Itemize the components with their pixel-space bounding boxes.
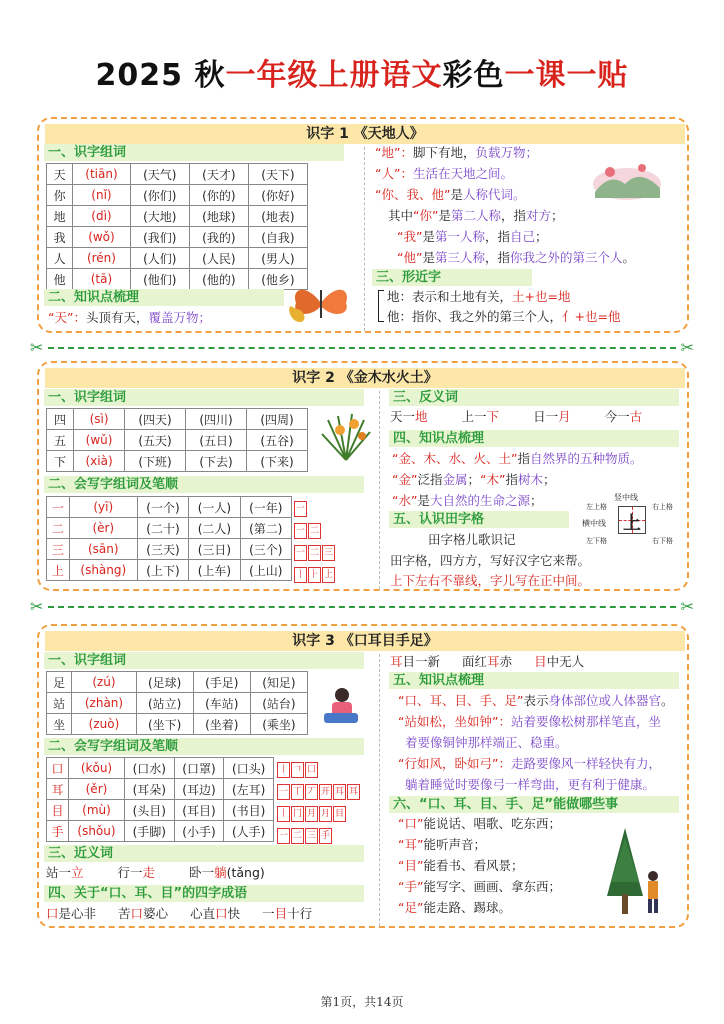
table-row [47, 269, 308, 290]
table-row [47, 714, 308, 735]
pinyin-cell: (yī) [69, 497, 137, 518]
stroke-step: 一 [294, 545, 307, 561]
stroke-order-row [294, 540, 362, 562]
table-row [47, 821, 274, 842]
char-cell: 你 [47, 185, 73, 206]
word-cell: (二人) [189, 518, 240, 539]
pinyin-cell: (mù) [69, 800, 125, 821]
list-item: “耳”能听声音； [398, 837, 486, 852]
page-title: 2025 秋一年级上册语文彩色一课一贴 [95, 58, 629, 93]
stroke-order-row [294, 518, 362, 540]
word-cell: (五天) [125, 430, 186, 451]
tianzige-diagram: 上 竖中线 横中线 左上格 右上格 左下格 右下格 [582, 493, 673, 545]
knowledge-line: “水”是大自然的生命之源； [392, 493, 543, 508]
scissors-icon: ✂ [680, 338, 694, 357]
section-heading: 四、知识点梳理 [389, 430, 679, 447]
section-heading: 一、识字组词 [44, 652, 364, 669]
word-pair: 日一月 [533, 409, 571, 424]
word-cell: (你好) [248, 185, 307, 206]
pinyin-cell: (zú) [72, 672, 136, 693]
char-cell: 上 [47, 560, 70, 581]
table-row [47, 497, 292, 518]
section-heading: 一、识字组词 [44, 389, 364, 406]
section-heading: 二、会写字组词及笔顺 [44, 738, 364, 755]
word-cell: (足球) [136, 672, 193, 693]
idiom: 口是心非 [46, 906, 97, 921]
section-heading: 二、知识点梳理 [44, 289, 284, 306]
stroke-order-column [294, 496, 362, 584]
writing-table [46, 757, 274, 842]
word-cell: (五谷) [247, 430, 308, 451]
pinyin-cell: (zuò) [72, 714, 136, 735]
lesson2-header: 识字 2 《金木水火土》 [45, 368, 685, 388]
section-heading: 五、知识点梳理 [389, 672, 679, 689]
pinyin-cell: (ěr) [69, 779, 125, 800]
word-cell: (口水) [124, 758, 174, 779]
ability-list [398, 816, 608, 921]
word-cell: (三日) [189, 539, 240, 560]
word-cell: (头目) [124, 800, 174, 821]
stroke-step: 丨 [294, 567, 307, 583]
word-cell: (他们) [130, 269, 189, 290]
word-table [46, 163, 308, 290]
table-row [47, 779, 274, 800]
word-pair: 今一古 [604, 409, 643, 424]
knowledge-line: 其中“你”是第二人称，指对方； [388, 208, 564, 223]
section-heading: 三、近义词 [44, 845, 364, 862]
word-cell: (他的) [189, 269, 248, 290]
word-pair: 行一走 [117, 865, 156, 880]
synonym-row [46, 865, 366, 881]
char-cell: 地 [47, 206, 73, 227]
section-heading: 三、形近字 [372, 269, 532, 286]
idiom: 目中无人 [534, 654, 585, 669]
word-cell: (站立) [136, 693, 193, 714]
pinyin-cell: (zhàn) [72, 693, 136, 714]
word-cell: (四天) [125, 409, 186, 430]
word-cell: (一人) [189, 497, 240, 518]
word-cell: (四川) [186, 409, 247, 430]
knowledge-line: “他”是第三人称，指你我之外的第三个人。 [397, 250, 636, 265]
lesson3-header: 识字 3 《口耳目手足》 [45, 631, 685, 651]
word-cell: (自我) [248, 227, 307, 248]
pinyin-cell: (èr) [69, 518, 137, 539]
word-cell: (人民) [189, 248, 248, 269]
bracket [378, 290, 384, 322]
section-heading: 一、识字组词 [44, 144, 344, 161]
char-cell: 二 [47, 518, 70, 539]
table-row [47, 451, 308, 472]
section-heading: 六、“口、耳、目、手、足”能做哪些事 [389, 796, 679, 813]
tree-and-boy-icon [603, 826, 667, 918]
idiom: 心直口快 [190, 906, 241, 921]
stroke-step: ⺊ [308, 567, 321, 583]
idiom-row [390, 654, 680, 670]
word-cell: (你们) [130, 185, 189, 206]
pinyin-cell: (rén) [73, 248, 131, 269]
word-cell: (坐着) [193, 714, 250, 735]
child-reading-icon [318, 685, 364, 727]
word-cell: (下班) [125, 451, 186, 472]
char-cell: 下 [47, 451, 74, 472]
knowledge-line: 躺着睡觉时要像弓一样弯曲，更有利于健康。 [405, 777, 656, 792]
word-cell: (大地) [130, 206, 189, 227]
char-cell: 目 [47, 800, 69, 821]
stroke-step: 二 [291, 828, 304, 844]
table-row [47, 800, 274, 821]
char-cell: 手 [47, 821, 69, 842]
word-cell: (车站) [193, 693, 250, 714]
cut-line [30, 597, 694, 616]
word-cell: (站台) [250, 693, 307, 714]
word-table [46, 408, 308, 472]
lesson1-header: 识字 1 《天地人》 [45, 124, 685, 144]
word-cell: (耳朵) [124, 779, 174, 800]
word-cell: (知足) [250, 672, 307, 693]
idiom-row [46, 906, 366, 922]
stroke-order-row [277, 757, 377, 779]
pinyin-cell: (nǐ) [73, 185, 131, 206]
stroke-order-row [294, 562, 362, 584]
idiom: 耳目一新 [390, 654, 441, 669]
stroke-step: 二 [308, 545, 321, 561]
pinyin-cell: (dì) [73, 206, 131, 227]
section-heading: 五、认识田字格 [389, 511, 569, 528]
stroke-step: 一 [294, 523, 307, 539]
idiom: 一目十行 [262, 906, 313, 921]
stroke-step: 一 [294, 501, 307, 517]
word-cell: (地表) [248, 206, 307, 227]
word-cell: (我的) [189, 227, 248, 248]
knowledge-line: “天”：头顶有天，覆盖万物； [48, 310, 211, 325]
stroke-step: 手 [319, 828, 332, 844]
char-cell: 一 [47, 497, 70, 518]
knowledge-line: “站如松，坐如钟”：站着要像松树那样笔直，坐 [398, 714, 661, 729]
antonym-row [390, 409, 680, 425]
section-heading: 二、会写字组词及笔顺 [44, 476, 364, 493]
word-cell: (上山) [240, 560, 291, 581]
word-cell: (三个) [240, 539, 291, 560]
pinyin-cell: (sì) [74, 409, 125, 430]
word-cell: (天才) [189, 164, 248, 185]
word-cell: (小手) [174, 821, 224, 842]
stroke-step: 二 [308, 523, 321, 539]
char-cell: 天 [47, 164, 73, 185]
table-row [47, 248, 308, 269]
rhyme-line: 上下左右不靠线，字儿写在正中间。 [390, 573, 591, 588]
stroke-step: 目 [333, 806, 346, 822]
word-cell: (四周) [247, 409, 308, 430]
stroke-step: 耳 [347, 784, 360, 800]
word-cell: (五日) [186, 430, 247, 451]
list-item: “手”能写字、画画、拿东西； [398, 879, 561, 894]
word-cell: (坐下) [136, 714, 193, 735]
stroke-step: 丅 [291, 784, 304, 800]
pinyin-cell: (tiān) [73, 164, 131, 185]
shape-word-line: 地：表示和土地有关，土+也=地 [387, 289, 571, 304]
word-cell: (第二) [240, 518, 291, 539]
pinyin-cell: (wǔ) [74, 430, 125, 451]
stroke-step: 丨 [277, 762, 290, 778]
knowledge-line: “地”：脚下有地，负载万物； [375, 145, 538, 160]
word-cell: (手脚) [124, 821, 174, 842]
pinyin-cell: (kǒu) [69, 758, 125, 779]
scissors-icon: ✂ [30, 338, 44, 357]
writing-table [46, 496, 292, 581]
word-cell: (天气) [130, 164, 189, 185]
stroke-step: 一 [277, 828, 290, 844]
knowledge-line: “你、我、他”是人称代词。 [375, 187, 526, 202]
word-cell: (三天) [137, 539, 188, 560]
butterfly-icon [286, 278, 356, 326]
knowledge-line: “金、木、水、火、土”指自然界的五种物质。 [392, 451, 643, 466]
stroke-order-column [277, 757, 377, 845]
stroke-step: 三 [322, 545, 335, 561]
stroke-order-row [277, 801, 377, 823]
char-cell: 坐 [47, 714, 72, 735]
landscape-icon [590, 158, 664, 202]
knowledge-line: “口、耳、目、手、足”表示身体部位或人体器官。 [398, 693, 674, 708]
table-row [47, 227, 308, 248]
stroke-step: 三 [305, 828, 318, 844]
char-cell: 四 [47, 409, 74, 430]
char-cell: 他 [47, 269, 73, 290]
section-heading: 三、反义词 [389, 389, 679, 406]
scissors-icon: ✂ [680, 597, 694, 616]
idiom: 苦口婆心 [118, 906, 169, 921]
word-cell: (一年) [240, 497, 291, 518]
word-cell: (二十) [137, 518, 188, 539]
word-pair: 卧一躺(tǎng) [189, 865, 265, 880]
word-pair: 站一立 [46, 865, 84, 880]
list-item: “口”能说话、唱歌、吃东西； [398, 816, 561, 831]
pinyin-cell: (sān) [69, 539, 137, 560]
table-row [47, 560, 292, 581]
plant-icon [318, 410, 374, 464]
stroke-step: 冂 [291, 806, 304, 822]
knowledge-line: 着要像铜钟那样端正、稳重。 [405, 735, 568, 750]
word-cell: (口罩) [174, 758, 224, 779]
stroke-step: 一 [277, 784, 290, 800]
idiom: 面红耳赤 [462, 654, 513, 669]
stroke-step: 开 [319, 784, 332, 800]
word-cell: (手足) [193, 672, 250, 693]
char-cell: 耳 [47, 779, 69, 800]
char-cell: 站 [47, 693, 72, 714]
pinyin-cell: (tā) [73, 269, 131, 290]
cut-line [30, 338, 694, 357]
word-cell: (天下) [248, 164, 307, 185]
char-cell: 口 [47, 758, 69, 779]
table-row [47, 758, 274, 779]
word-cell: (一个) [137, 497, 188, 518]
table-row [47, 693, 308, 714]
table-row [47, 539, 292, 560]
char-cell: 五 [47, 430, 74, 451]
stroke-step: 月 [319, 806, 332, 822]
rhyme-title: 田字格儿歌识记 [428, 532, 516, 547]
knowledge-line: “人”：生活在天地之间。 [375, 166, 513, 181]
stroke-step: 𠃍 [291, 762, 304, 778]
word-cell: (你的) [189, 185, 248, 206]
table-row [47, 185, 308, 206]
word-pair: 上一下 [461, 409, 500, 424]
char-cell: 人 [47, 248, 73, 269]
pinyin-cell: (wǒ) [73, 227, 131, 248]
stroke-step: 口 [305, 762, 318, 778]
char-cell: 我 [47, 227, 73, 248]
word-cell: (左耳) [224, 779, 274, 800]
shape-word-line: 他：指你、我之外的第三个人，亻+也=他 [387, 309, 621, 324]
table-row [47, 672, 308, 693]
stroke-step: 丨 [277, 806, 290, 822]
stroke-order-row [277, 779, 377, 801]
section-heading: 四、关于“口、耳、目”的四字成语 [44, 885, 364, 902]
word-table [46, 671, 308, 735]
pinyin-cell: (shàng) [69, 560, 137, 581]
word-cell: (男人) [248, 248, 307, 269]
word-cell: (地球) [189, 206, 248, 227]
pinyin-cell: (shǒu) [69, 821, 125, 842]
stroke-step: 耳 [333, 784, 346, 800]
word-cell: (人们) [130, 248, 189, 269]
word-cell: (上车) [189, 560, 240, 581]
stroke-step: 上 [322, 567, 335, 583]
stroke-step: 月 [305, 806, 318, 822]
list-item: “目”能看书、看风景； [398, 858, 524, 873]
list-item: “足”能走路、踢球。 [398, 900, 511, 915]
page-footer: 第1页，共14页 [320, 995, 404, 1009]
char-cell: 三 [47, 539, 70, 560]
word-cell: (书目) [224, 800, 274, 821]
char-cell: 足 [47, 672, 72, 693]
word-cell: (耳目) [174, 800, 224, 821]
table-row [47, 206, 308, 227]
word-cell: (乘坐) [250, 714, 307, 735]
stroke-step: 丆 [305, 784, 318, 800]
table-row [47, 164, 308, 185]
word-cell: (我们) [130, 227, 189, 248]
word-cell: (上下) [137, 560, 188, 581]
word-cell: (下来) [247, 451, 308, 472]
word-cell: (他乡) [248, 269, 307, 290]
table-row [47, 518, 292, 539]
word-cell: (耳边) [174, 779, 224, 800]
word-cell: (下去) [186, 451, 247, 472]
stroke-order-row [277, 823, 377, 845]
pinyin-cell: (xià) [74, 451, 125, 472]
rhyme-line: 田字格，四方方，写好汉字它来帮。 [390, 553, 591, 568]
table-row [47, 430, 308, 451]
stroke-order-row [294, 496, 362, 518]
knowledge-line: “我”是第一人称，指自己； [397, 229, 548, 244]
word-cell: (口头) [224, 758, 274, 779]
table-row [47, 409, 308, 430]
knowledge-line: “行如风，卧如弓”：走路要像风一样轻快有力， [398, 756, 661, 771]
scissors-icon: ✂ [30, 597, 44, 616]
word-pair: 天一地 [390, 409, 428, 424]
word-cell: (人手) [224, 821, 274, 842]
knowledge-line: “金”泛指金属；“木”指树木； [392, 472, 556, 487]
